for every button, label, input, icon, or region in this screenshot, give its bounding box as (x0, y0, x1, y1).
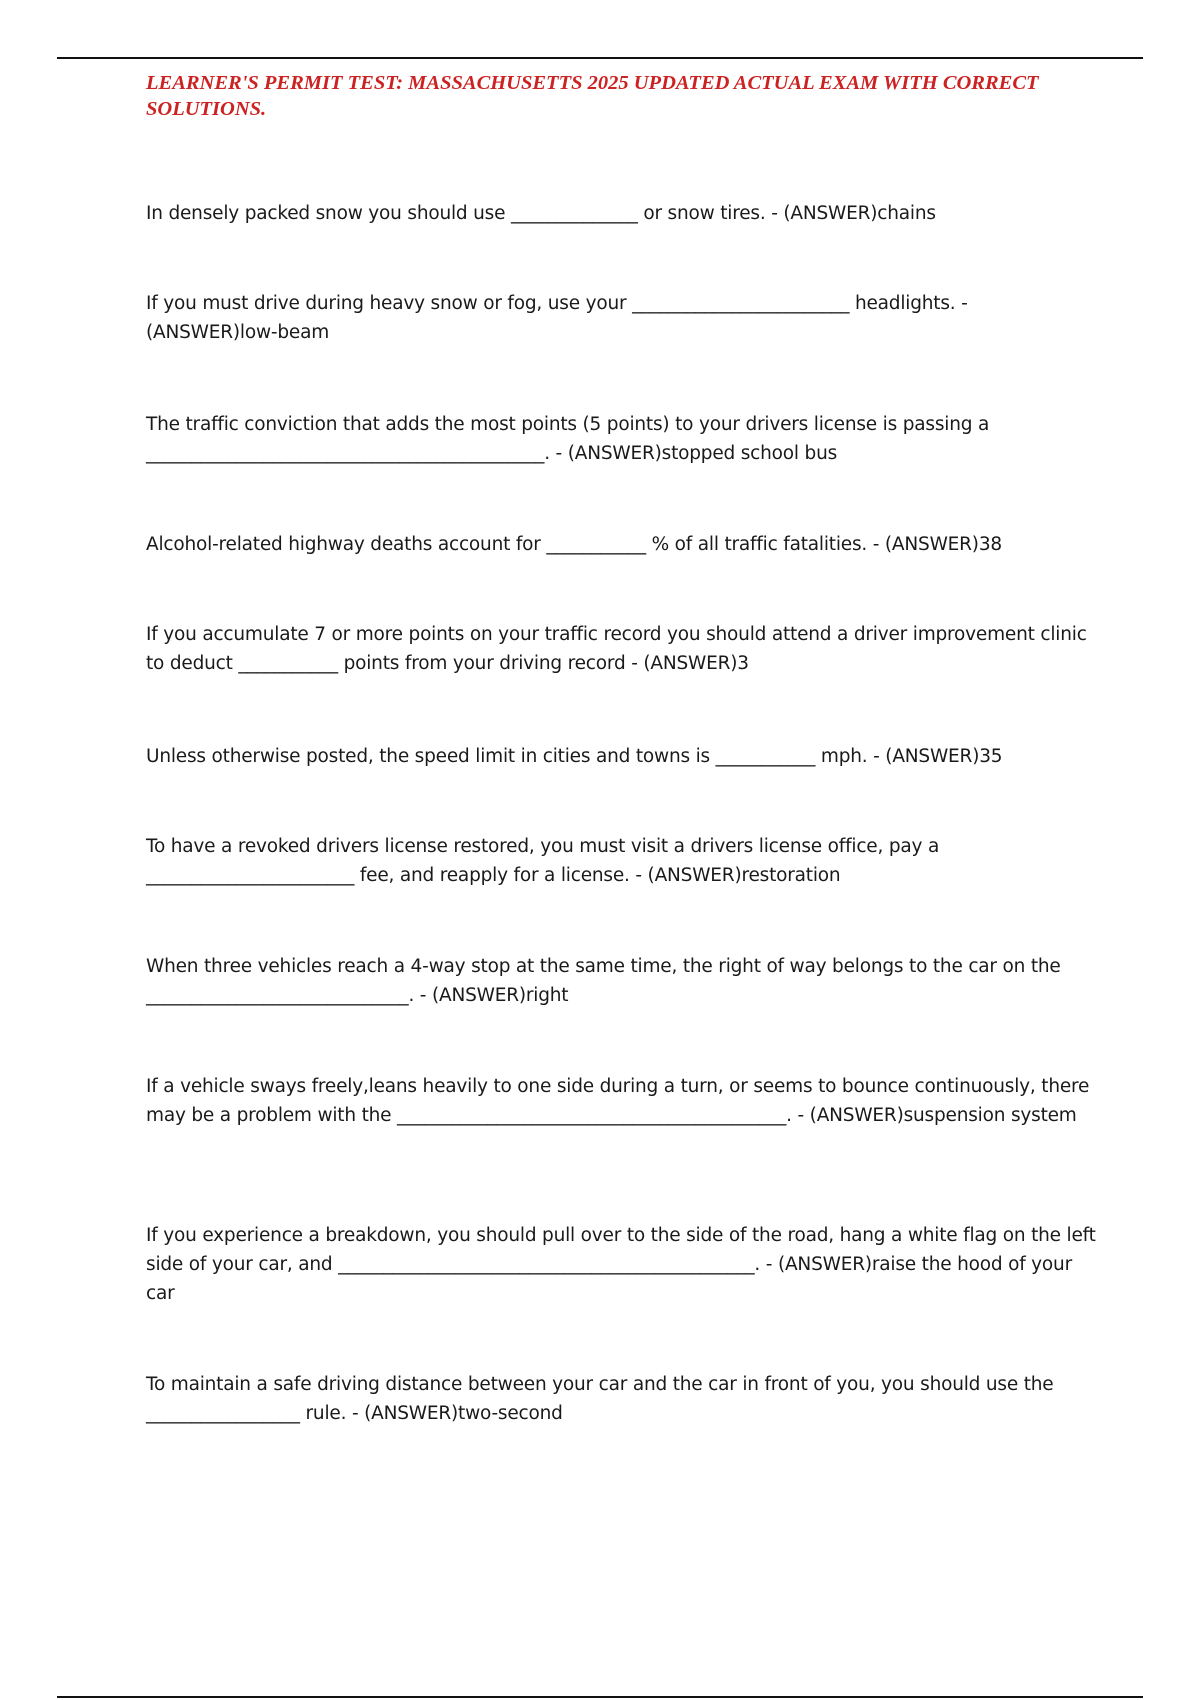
question-10: If you experience a breakdown, you should pull over to the side of the road, hang a white flag on the left side of your car, and ______________________________________________. - (ANSWER)raise the hood of your car (146, 1225, 1096, 1304)
question-5: If you accumulate 7 or more points on your traffic record you should attend a driver improvement clinic to deduct ___________ points from your driving record - (ANSWER)3 (146, 624, 1087, 674)
document-title: LEARNER'S PERMIT TEST: MASSACHUSETTS 2025 UPDATED ACTUAL EXAM WITH CORRECT SOLUTIONS. (146, 72, 1039, 120)
bottom-divider (57, 1696, 1143, 1698)
question-2: If you must drive during heavy snow or fog, use your ________________________ headlights. - (ANSWER)low-beam (146, 293, 968, 343)
question-6: Unless otherwise posted, the speed limit in cities and towns is ___________ mph. - (ANSWER)35 (146, 746, 1003, 767)
question-9: If a vehicle sways freely,leans heavily to one side during a turn, or seems to bounce continuously, there may be a problem with the ___________________________________________. - (ANSWER)suspension system (146, 1076, 1090, 1126)
question-8: When three vehicles reach a 4-way stop at the same time, the right of way belongs to the car on the _____________________________. - (ANSWER)right (146, 956, 1061, 1006)
question-1: In densely packed snow you should use ______________ or snow tires. - (ANSWER)chains (146, 203, 936, 224)
question-4: Alcohol-related highway deaths account for ___________ % of all traffic fatalities. - (ANSWER)38 (146, 534, 1002, 555)
question-7: To have a revoked drivers license restored, you must visit a drivers license office, pay a _______________________ fee, and reapply for a license. - (ANSWER)restoration (146, 836, 940, 886)
top-divider (57, 57, 1143, 59)
question-11: To maintain a safe driving distance between your car and the car in front of you, you should use the _________________ rule. - (ANSWER)two-second (146, 1374, 1054, 1424)
question-3: The traffic conviction that adds the most points (5 points) to your drivers license is passing a ____________________________________________. - (ANSWER)stopped school bus (146, 414, 990, 464)
